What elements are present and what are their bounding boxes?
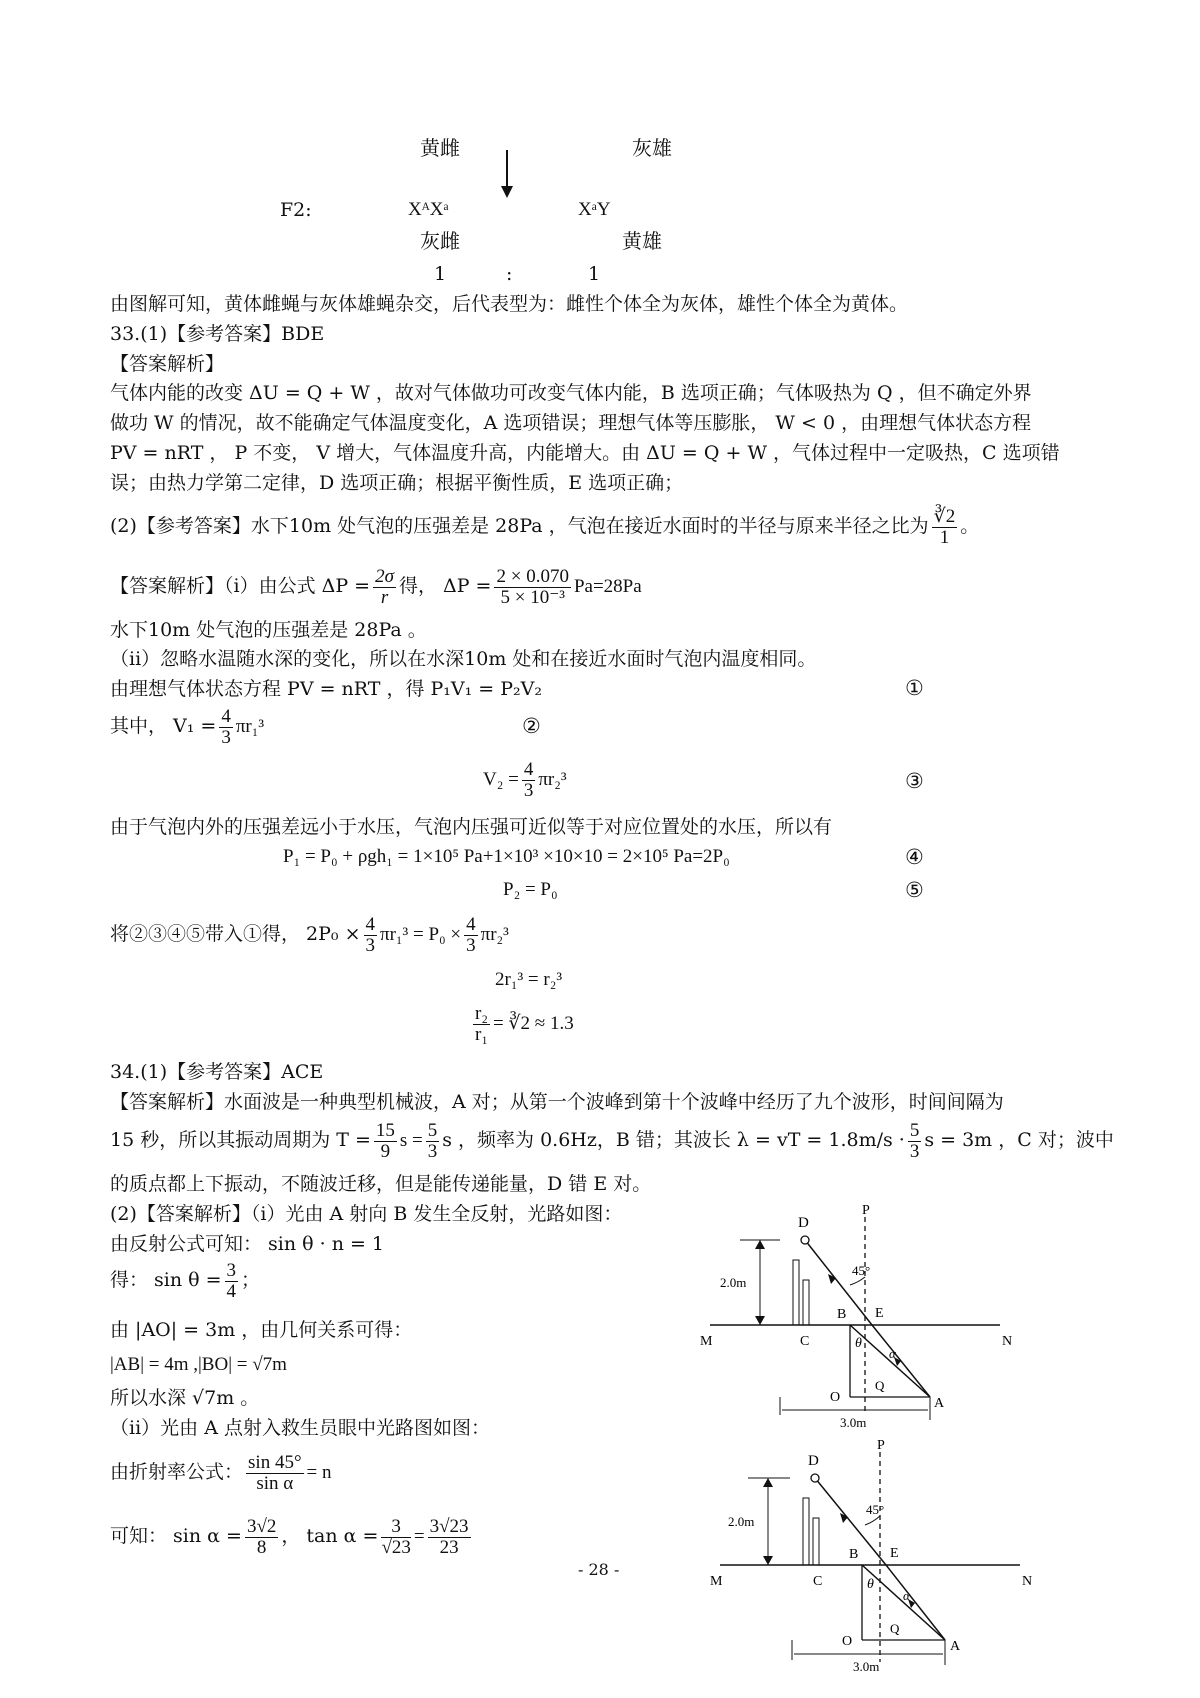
fraction-numerator: 4 <box>466 913 476 935</box>
equation-mark-3: ③ <box>905 769 924 793</box>
cross-arrow-icon <box>497 148 517 200</box>
optics-figure-1 <box>700 1205 1020 1435</box>
tan-alpha-lhs: ， tan α = <box>281 1525 379 1547</box>
q33-p1-line3: PV = nRT ， P 不变， V 增大，气体温度升高，内能增大。由 ΔU = Q + W ，气体过程中一定吸热，C 选项错 <box>110 442 1060 464</box>
refraction-lhs: 由折射率公式： <box>110 1461 244 1483</box>
q34-p2-line2 <box>110 1258 260 1302</box>
label-c: C <box>800 1334 810 1349</box>
q33-p2-analysis-tail: Pa=28Pa <box>573 576 642 597</box>
substitution-lhs: 将②③④⑤带入①得， 2P₀ × <box>110 923 361 945</box>
label-d: D <box>808 1453 819 1469</box>
label-m: M <box>700 1334 713 1349</box>
label-theta: θ <box>867 1577 874 1592</box>
page-number: - 28 - <box>578 1560 620 1579</box>
fraction-numerator: 3 <box>381 1517 410 1538</box>
parent-female: 黄雌 <box>420 136 460 160</box>
q33-radius-ratio <box>470 1002 574 1046</box>
q33-p1-line4: 误；由热力学第二定律，D 选项正确；根据平衡性质，E 选项正确； <box>110 472 684 494</box>
fraction-denominator: √23 <box>381 1536 411 1558</box>
q33-p2-line-b: 水下10m 处气泡的压强差是 28Pa 。 <box>110 619 427 641</box>
q34-p2-line8 <box>110 1512 474 1561</box>
fraction-denominator: 5 × 10⁻³ <box>500 586 565 608</box>
q34-p2-line6: （ii）光由 A 点射入救生员眼中光路图如图： <box>110 1417 490 1439</box>
q33-p2-answer <box>110 504 979 548</box>
label-p: P <box>877 1438 885 1453</box>
tan-alpha-fraction <box>381 1517 410 1558</box>
fraction-denominator: 23 <box>439 1536 459 1558</box>
pressure-diff-fraction <box>494 567 570 608</box>
offspring-female: 灰雌 <box>420 229 460 253</box>
lifeguard-chair-icon <box>803 1498 809 1565</box>
v2-lhs: V₂ = <box>483 769 519 790</box>
q33-p2-analysis-head: 【答案解析】（i）由公式 ΔP = <box>110 575 371 597</box>
parent-male: 灰雄 <box>632 136 672 160</box>
fraction-numerator: 4 <box>221 705 231 727</box>
dimension-arrow-icon <box>763 1556 773 1565</box>
four-thirds-fraction <box>219 707 233 748</box>
ratio-right: 1 <box>588 263 601 285</box>
label-c: C <box>813 1574 823 1589</box>
fraction-denominator: 3 <box>466 934 476 956</box>
v1-rhs: πr₁³ <box>235 716 265 737</box>
fraction-denominator: r <box>380 586 389 608</box>
q34-p1-line2 <box>110 1118 1114 1163</box>
dimension-arrow-icon <box>755 1316 765 1325</box>
q33-p2-answer-end: 。 <box>960 515 980 537</box>
lifeguard-chair-icon <box>793 1260 799 1325</box>
q33-v1-equation <box>110 704 264 749</box>
label-height: 2.0m <box>720 1275 747 1290</box>
fraction-numerator: 2 × 0.070 <box>496 565 569 587</box>
label-b: B <box>837 1307 847 1322</box>
fraction-numerator: 15 <box>375 1119 395 1141</box>
genotype-male: XᵃY <box>578 199 611 220</box>
label-a: A <box>950 1639 961 1654</box>
label-distance: 3.0m <box>840 1415 867 1430</box>
q33-p2-answer-text: (2)【参考答案】水下10m 处气泡的压强差是 28Pa ，气泡在接近水面时的半径与原来半径之比为 <box>110 515 929 537</box>
q34-p1-answer: 34.(1)【参考答案】ACE <box>110 1061 324 1083</box>
ratio-colon: : <box>506 263 513 285</box>
genotype-female: XᴬXᵃ <box>408 199 449 220</box>
equation-mark-2: ② <box>522 714 541 738</box>
genetics-conclusion: 由图解可知，黄体雌蝇与灰体雄蝇杂交，后代表型为：雌性个体全为灰体，雄性个体全为黄体。 <box>110 293 909 315</box>
q33-v2-equation <box>483 758 567 802</box>
sin-alpha-fraction <box>245 1517 278 1558</box>
fraction-numerator: 3√2 <box>246 1515 277 1537</box>
fraction-numerator: r₂ <box>475 1003 488 1025</box>
label-distance: 3.0m <box>853 1659 880 1674</box>
q33-p2-line-e: 由于气泡内外的压强差远小于水压，气泡内压强可近似等于对应位置处的水压，所以有 <box>110 816 833 838</box>
fraction-denominator: 1 <box>939 526 950 548</box>
period-lhs: 15 秒，所以其振动周期为 T = <box>110 1129 371 1151</box>
fraction-denominator: 3 <box>909 1140 920 1162</box>
q33-p2-pressure: P₂ = P₀ <box>503 879 558 900</box>
q33-p2-analysis-mid: 得， ΔP = <box>398 575 492 597</box>
q33-p1-line1: 气体内能的改变 ΔU = Q + W ，故对气体做功可改变气体内能，B 选项正确；气体吸热为 Q ，但不确定外界 <box>110 382 1032 404</box>
equation-mark-4: ④ <box>905 845 924 869</box>
substitution-mid: πr₁³ = P₀ × <box>380 924 462 945</box>
label-n: N <box>1002 1334 1013 1349</box>
q33-p1-answer: 33.(1)【参考答案】BDE <box>110 323 325 345</box>
label-height: 2.0m <box>728 1514 755 1529</box>
wavelength-result: s = 3m ，C 对；波中 <box>924 1129 1114 1151</box>
equation-mark-1: ① <box>905 676 924 700</box>
fraction-denominator: 3 <box>427 1140 438 1162</box>
equals-sign: = <box>413 1526 425 1547</box>
substitution-rhs: πr₂³ <box>480 924 509 945</box>
fraction-numerator: 3 <box>226 1259 237 1281</box>
fraction-denominator: 4 <box>226 1280 237 1302</box>
fraction-numerator: sin 45° <box>248 1451 302 1473</box>
v1-lhs: 其中， V₁ = <box>110 715 217 737</box>
v2-rhs: πr₂³ <box>538 769 567 790</box>
label-a: A <box>934 1396 945 1411</box>
equation-mark-5: ⑤ <box>905 878 924 902</box>
fraction-numerator: 3√23 <box>429 1515 469 1537</box>
refraction-fraction <box>246 1453 304 1494</box>
lifeguard-chair-icon <box>803 1280 809 1325</box>
q33-p1-line2: 做功 W 的情况，故不能确定气体温度变化，A 选项错误；理想气体等压膨胀， W < 0 ，由理想气体状态方程 <box>110 412 1032 434</box>
label-e: E <box>875 1306 884 1321</box>
surface-tension-fraction <box>373 567 396 608</box>
radius-ratio-value: = ∛2 ≈ 1.3 <box>492 1013 574 1034</box>
q33-radius-equation: 2r₁³ = r₂³ <box>495 969 563 990</box>
dimension-arrow-icon <box>763 1478 773 1487</box>
refraction-rhs: = n <box>306 1462 332 1483</box>
fraction-denominator: r₁ <box>475 1024 488 1046</box>
q33-p1-analysis-head: 【答案解析】 <box>110 353 225 375</box>
q33-p2-line-c: （ii）忽略水温随水深的变化，所以在水深10m 处和在接近水面时气泡内温度相同。 <box>110 648 817 670</box>
label-q: Q <box>875 1378 885 1393</box>
q33-substitution <box>110 912 509 957</box>
fraction-denominator: 9 <box>380 1140 391 1162</box>
label-d: D <box>798 1215 809 1231</box>
q34-p2-line3: 由 |AO| = 3m ，由几何关系可得： <box>110 1319 413 1341</box>
period-mid: s = <box>399 1130 423 1151</box>
radius-fraction <box>473 1004 490 1045</box>
q33-p2-line-d: 由理想气体状态方程 PV = nRT ，得 P₁V₁ = P₂V₂ <box>110 678 542 700</box>
sin-theta-end: ； <box>241 1269 261 1291</box>
lifeguard-chair-icon <box>813 1518 819 1565</box>
fraction-numerator: 5 <box>427 1119 438 1141</box>
fraction-numerator: 4 <box>523 759 534 781</box>
q34-p1-line1: 【答案解析】水面波是一种典型机械波，A 对；从第一个波峰到第十个波峰中经历了九个波形，时间间隔为 <box>110 1091 1004 1113</box>
fraction-denominator: 8 <box>256 1536 267 1558</box>
label-m: M <box>710 1574 723 1589</box>
label-angle: 45° <box>852 1263 871 1278</box>
label-angle: 45° <box>866 1502 885 1517</box>
q33-p1-pressure: P₁ = P₀ + ρgh₁ = 1×10⁵ Pa+1×10³ ×10×10 = 2×10⁵ Pa=2P₀ <box>283 846 730 867</box>
fraction-numerator: 5 <box>909 1119 920 1141</box>
fraction-numerator: ∛2 <box>933 505 956 527</box>
offspring-male: 黄雄 <box>622 229 662 253</box>
label-o: O <box>830 1390 841 1405</box>
q34-p2-line7 <box>110 1448 332 1497</box>
fraction-numerator: 4 <box>365 913 375 935</box>
period-fraction <box>374 1121 397 1162</box>
fraction-denominator: sin α <box>256 1472 294 1494</box>
label-n: N <box>1022 1574 1033 1589</box>
four-thirds-fraction <box>364 915 378 956</box>
label-theta: θ <box>855 1336 862 1351</box>
q33-p2-answer-fraction <box>932 507 958 548</box>
label-p: P <box>862 1203 870 1218</box>
eye-point-icon <box>811 1474 819 1482</box>
dimension-arrow-icon <box>755 1240 765 1249</box>
sin-theta-lhs: 得： sin θ = <box>110 1269 222 1291</box>
q33-p2-analysis <box>110 564 642 609</box>
ray-arrow-icon <box>828 1274 836 1284</box>
q34-p2-line4: |AB| = 4m ,|BO| = √7m <box>110 1354 287 1375</box>
q34-p2-line1: 由反射公式可知： sin θ · n = 1 <box>110 1233 385 1255</box>
fraction-denominator: 3 <box>365 934 375 956</box>
q34-p2-line5: 所以水深 √7m 。 <box>110 1387 260 1409</box>
period-simplified-fraction <box>426 1121 440 1162</box>
label-alpha: α <box>903 1588 910 1603</box>
fraction-numerator: 2σ <box>375 565 394 587</box>
wavelength-text: s ，频率为 0.6Hz，B 错；其波长 λ = vT = 1.8m/s · <box>442 1129 905 1151</box>
ratio-left: 1 <box>434 263 447 285</box>
sin-theta-fraction <box>225 1261 239 1302</box>
label-o: O <box>842 1634 853 1649</box>
fraction-denominator: 3 <box>221 726 231 748</box>
optics-figure-2 <box>710 1440 1040 1680</box>
q34-p1-line3: 的质点都上下振动，不随波迁移，但是能传递能量，D 错 E 对。 <box>110 1173 652 1195</box>
f2-label: F2: <box>280 199 312 221</box>
four-thirds-fraction <box>464 915 478 956</box>
q34-p2-head: (2)【答案解析】（i）光由 A 射向 B 发生全反射，光路如图： <box>110 1203 623 1225</box>
fraction-denominator: 3 <box>523 780 534 802</box>
four-thirds-fraction <box>522 760 536 801</box>
eye-point-icon <box>801 1236 809 1244</box>
label-b: B <box>849 1547 859 1562</box>
label-e: E <box>890 1546 899 1561</box>
tan-alpha-simplified-fraction <box>428 1517 471 1558</box>
ray-ab <box>850 1325 930 1397</box>
label-q: Q <box>890 1621 900 1636</box>
wavelength-fraction <box>908 1121 922 1162</box>
label-alpha: α <box>889 1346 896 1361</box>
sin-alpha-lhs: 可知： sin α = <box>110 1525 242 1547</box>
